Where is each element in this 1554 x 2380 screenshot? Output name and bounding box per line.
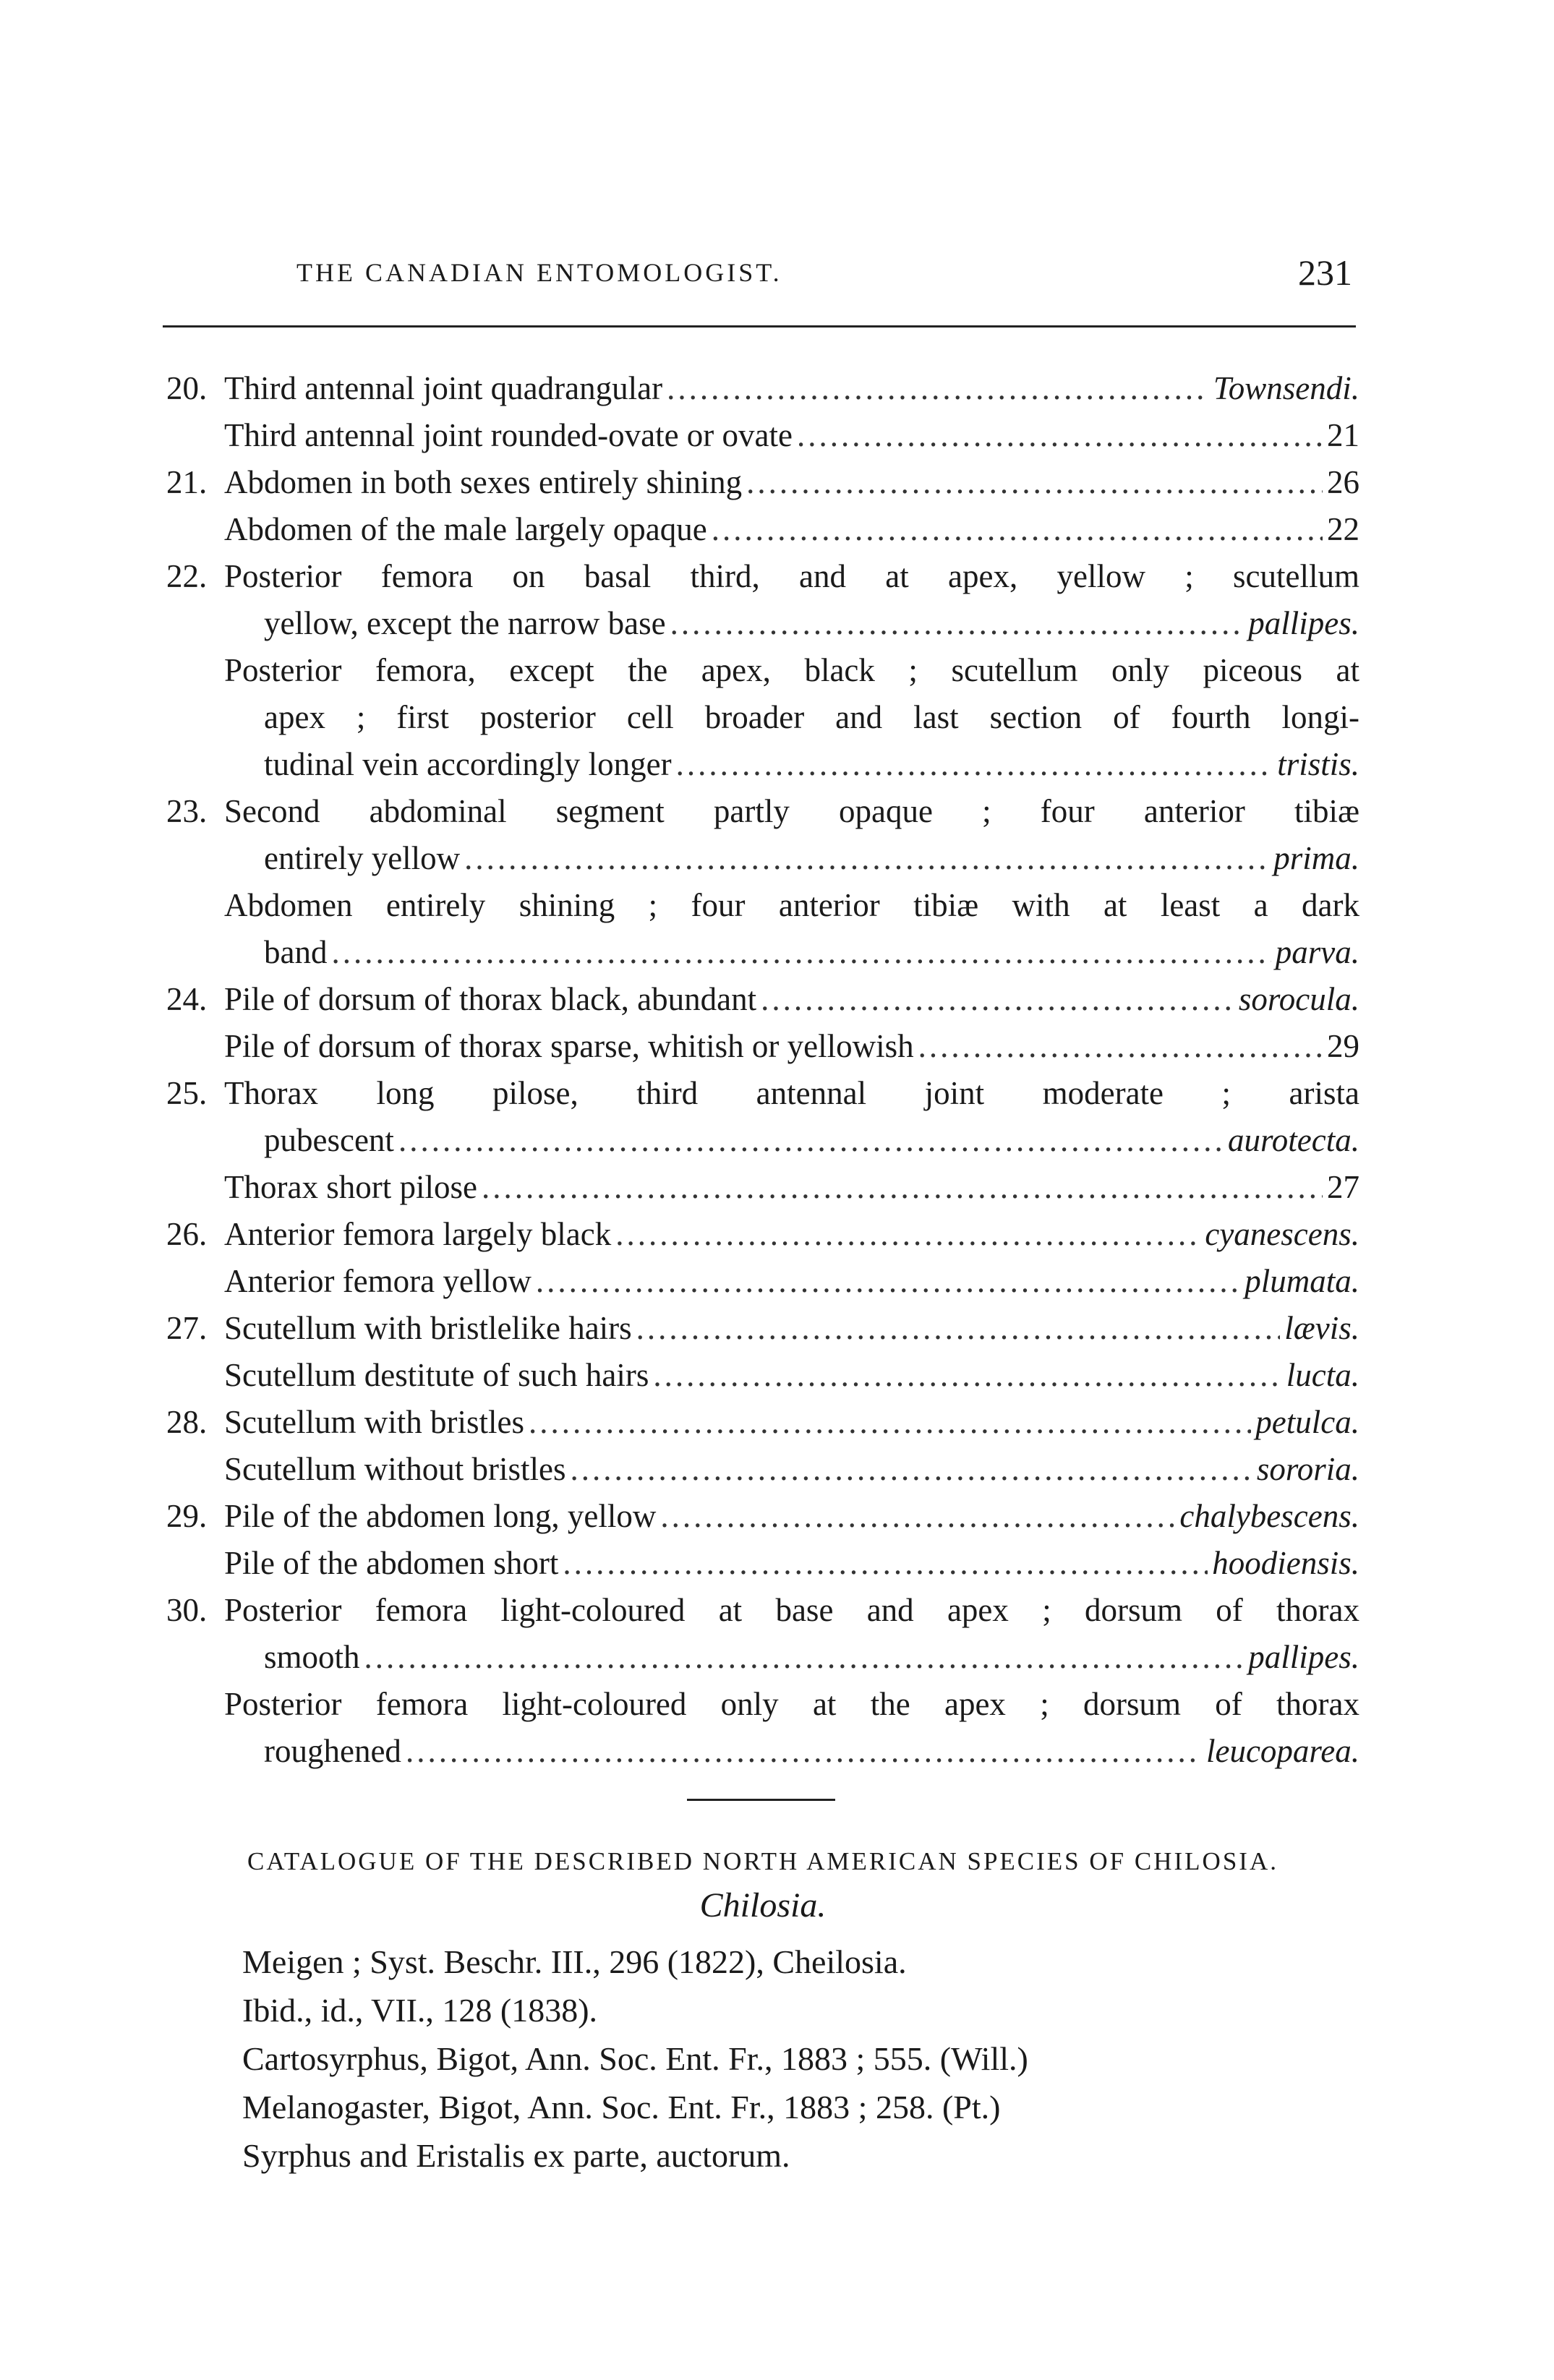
couplet-number: 23. <box>166 793 208 829</box>
reference-line: Ibid., id., VII., 128 (1838). <box>242 1992 598 2029</box>
key-line-text: Abdomen of the male largely opaque <box>224 511 707 547</box>
dot-leader <box>746 459 1323 506</box>
couplet-number: 25. <box>166 1075 208 1111</box>
key-line <box>166 1258 1359 1305</box>
key-result: chalybescens. <box>1179 1498 1359 1534</box>
key-line <box>166 459 1359 506</box>
key-line-text: Posterior femora, except the apex, black ; scutellum only piceous at <box>224 652 1359 688</box>
dot-leader <box>615 1211 1200 1258</box>
genus-title: Chilosia. <box>699 1886 827 1925</box>
running-head-title: THE CANADIAN ENTOMOLOGIST. <box>296 258 782 287</box>
key-result: Townsendi. <box>1213 370 1359 406</box>
key-result: lævis. <box>1284 1310 1359 1346</box>
key-line-text: Abdomen in both sexes entirely shining <box>224 464 743 500</box>
key-line <box>166 882 1359 929</box>
key-line <box>166 1540 1359 1587</box>
identification-key <box>166 365 1359 1775</box>
key-line <box>166 929 1359 976</box>
key-line-text: Posterior femora light-coloured at base and apex ; dorsum of thorax <box>224 1592 1359 1628</box>
dot-leader <box>797 412 1323 459</box>
key-line-text: entirely yellow <box>264 840 461 876</box>
key-line-text: yellow, except the narrow base <box>264 605 666 641</box>
dot-leader <box>676 741 1273 788</box>
key-line-text: Abdomen entirely shining ; four anterior tibiæ with at least a dark <box>224 887 1359 923</box>
key-line <box>166 1681 1359 1728</box>
dot-leader <box>464 835 1269 882</box>
key-result: pallipes. <box>1248 605 1359 641</box>
key-line <box>166 1728 1359 1775</box>
key-line-text: Thorax long pilose, third antennal joint moderate ; arista <box>224 1075 1359 1111</box>
couplet-number: 20. <box>166 370 208 406</box>
key-line <box>166 1305 1359 1352</box>
reference-line: Meigen ; Syst. Beschr. III., 296 (1822), Cheilosia. <box>242 1943 907 1980</box>
reference-line: Syrphus and Eristalis ex parte, auctorum. <box>242 2137 790 2174</box>
key-line-text: smooth <box>264 1639 360 1675</box>
key-line <box>166 1164 1359 1211</box>
key-line <box>166 1587 1359 1634</box>
dot-leader <box>761 976 1234 1023</box>
key-line-text: Anterior femora yellow <box>224 1263 531 1299</box>
key-line-text: Second abdominal segment partly opaque ; four anterior tibiæ <box>224 793 1359 829</box>
key-line-text: pubescent <box>264 1122 394 1158</box>
synonymy-references <box>242 1938 1327 2180</box>
key-line-text: roughened <box>264 1733 401 1769</box>
key-result: 26 <box>1327 464 1359 500</box>
couplet-number: 27. <box>166 1310 208 1346</box>
key-result: sororia. <box>1256 1451 1359 1487</box>
dot-leader <box>670 600 1245 647</box>
reference-line: Cartosyrphus, Bigot, Ann. Soc. Ent. Fr., 1883 ; 555. (Will.) <box>242 2040 1028 2077</box>
key-line-text: Posterior femora on basal third, and at apex, yellow ; scutellum <box>224 558 1359 594</box>
dot-leader <box>331 929 1271 976</box>
key-result: 22 <box>1327 511 1359 547</box>
couplet-number: 26. <box>166 1216 208 1252</box>
key-line <box>166 1493 1359 1540</box>
key-result: 29 <box>1327 1028 1359 1064</box>
key-line <box>166 1023 1359 1070</box>
key-line-text: Thorax short pilose <box>224 1169 477 1205</box>
reference-line: Melanogaster, Bigot, Ann. Soc. Ent. Fr., 1883 ; 258. (Pt.) <box>242 2089 1001 2126</box>
couplet-number: 29. <box>166 1498 208 1534</box>
key-result: cyanescens. <box>1205 1216 1359 1252</box>
dot-leader <box>660 1493 1175 1540</box>
dot-leader <box>636 1305 1281 1352</box>
key-result: leucoparea. <box>1205 1733 1359 1769</box>
key-line <box>166 1117 1359 1164</box>
key-line <box>166 694 1359 741</box>
key-line <box>166 1070 1359 1117</box>
key-result: prima. <box>1273 840 1359 876</box>
dot-leader <box>918 1023 1323 1070</box>
dot-leader <box>364 1634 1245 1681</box>
key-line <box>166 506 1359 553</box>
key-result: pallipes. <box>1248 1639 1359 1675</box>
key-line-text: Anterior femora largely black <box>224 1216 612 1252</box>
key-line <box>166 600 1359 647</box>
key-line-text: apex ; first posterior cell broader and last section of fourth longi- <box>264 699 1359 735</box>
page-number: 231 <box>1298 252 1352 293</box>
key-result: parva. <box>1275 934 1359 970</box>
key-result: hoodiensis. <box>1212 1545 1359 1581</box>
key-result: plumata. <box>1245 1263 1359 1299</box>
key-result: sorocula. <box>1238 981 1359 1017</box>
key-line <box>166 412 1359 459</box>
couplet-number: 21. <box>166 464 208 500</box>
couplet-number: 28. <box>166 1404 208 1440</box>
key-line <box>166 647 1359 694</box>
key-line-text: Third antennal joint rounded-ovate or ovate <box>224 417 793 453</box>
key-line-text: Scutellum without bristles <box>224 1451 566 1487</box>
key-line <box>166 1352 1359 1399</box>
dot-leader <box>712 506 1323 553</box>
key-line <box>166 788 1359 835</box>
key-line-text: Pile of the abdomen short <box>224 1545 559 1581</box>
couplet-number: 22. <box>166 558 208 594</box>
key-line <box>166 1211 1359 1258</box>
couplet-number: 24. <box>166 981 208 1017</box>
dot-leader <box>398 1117 1224 1164</box>
key-result: petulca. <box>1255 1404 1359 1440</box>
dot-leader <box>653 1352 1281 1399</box>
key-result: lucta. <box>1286 1357 1359 1393</box>
key-line-text: band <box>264 934 328 970</box>
dot-leader <box>536 1258 1240 1305</box>
dot-leader <box>529 1399 1251 1446</box>
key-result: 27 <box>1327 1169 1359 1205</box>
key-result: 21 <box>1327 417 1359 453</box>
key-line-text: Posterior femora light-coloured only at the apex ; dorsum of thorax <box>224 1686 1359 1722</box>
key-result: aurotecta. <box>1227 1122 1359 1158</box>
key-line <box>166 976 1359 1023</box>
key-line-text: Pile of dorsum of thorax sparse, whitish or yellowish <box>224 1028 914 1064</box>
key-line <box>166 553 1359 600</box>
dot-leader <box>563 1540 1208 1587</box>
key-line <box>166 1634 1359 1681</box>
key-line-text: Scutellum with bristles <box>224 1404 524 1440</box>
key-line-text: tudinal vein accordingly longer <box>264 746 672 782</box>
key-line <box>166 741 1359 788</box>
running-header <box>166 252 1352 308</box>
couplet-number: 30. <box>166 1592 208 1628</box>
catalogue-heading: CATALOGUE OF THE DESCRIBED NORTH AMERICAN SPECIES OF CHILOSIA. <box>247 1847 1278 1875</box>
key-line-text: Third antennal joint quadrangular <box>224 370 663 406</box>
key-line <box>166 1446 1359 1493</box>
header-rule <box>163 325 1356 328</box>
key-line-text: Scutellum with bristlelike hairs <box>224 1310 632 1346</box>
key-line-text: Pile of dorsum of thorax black, abundant <box>224 981 757 1017</box>
key-result: tristis. <box>1277 746 1359 782</box>
dot-leader <box>667 365 1209 412</box>
dot-leader <box>482 1164 1323 1211</box>
key-line <box>166 1399 1359 1446</box>
key-line <box>166 365 1359 412</box>
key-line <box>166 835 1359 882</box>
key-line-text: Scutellum destitute of such hairs <box>224 1357 649 1393</box>
key-line-text: Pile of the abdomen long, yellow <box>224 1498 657 1534</box>
dot-leader <box>570 1446 1252 1493</box>
dot-leader <box>406 1728 1202 1775</box>
section-divider <box>687 1799 835 1801</box>
